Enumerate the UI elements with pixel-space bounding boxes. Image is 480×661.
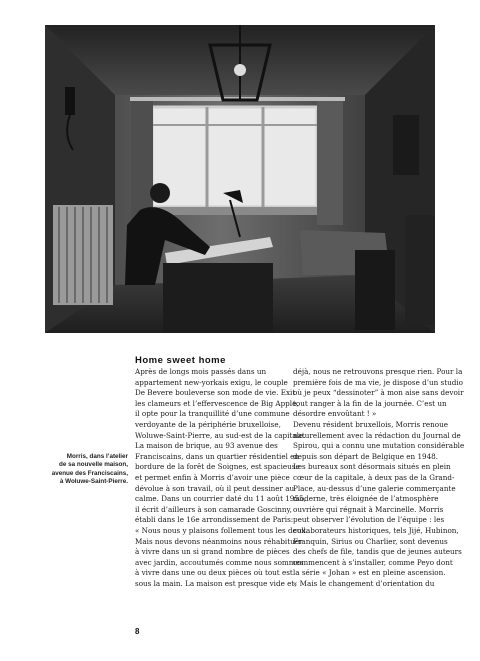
text-line: déjà, nous ne retrouvons presque rien. Pour la — [293, 367, 463, 376]
text-line: « Nous nous y plaisons follement tous les deux. — [135, 525, 308, 535]
text-line: première fois de ma vie, je dispose d’un studio — [293, 377, 463, 387]
text-line: à vivre dans un si grand nombre de pièces — [135, 547, 290, 557]
text-line: Devenu résident bruxellois, Morris renoue — [293, 419, 449, 429]
text-line: où je peux “dessinoter” à mon aise sans devoir — [293, 388, 464, 398]
text-line: il opte pour la tranquillité d’une commune — [135, 409, 290, 419]
text-line: « Mais le changement d’orientation du — [293, 578, 435, 588]
text-line: Spirou, qui a connu une mutation considérable — [293, 441, 465, 451]
text-line: des chefs de file, tandis que de jeunes auteurs — [293, 547, 462, 557]
caption-line: avenue des Franciscains, — [51, 469, 128, 477]
text-line: Woluwe-Saint-Pierre, au sud-est de la capitale. — [135, 430, 306, 440]
text-line: avec jardin, accoutumés comme nous sommes — [135, 557, 304, 567]
text-column-left — [135, 367, 308, 589]
text-line: à vivre dans une ou deux pièces où tout est — [135, 568, 293, 578]
text-line: Franciscains, dans un quartier résidentiel en — [135, 451, 300, 461]
text-line: depuis son départ de Belgique en 1948. — [293, 451, 439, 461]
page-number: 8 — [135, 627, 140, 636]
text-line: La maison de brique, au 93 avenue des — [135, 441, 278, 451]
photo-morris-studio — [45, 25, 435, 333]
text-line: verdoyante de la périphérie bruxelloise, — [135, 419, 281, 429]
text-line: les clameurs et l’effervescence de Big Apple, — [135, 398, 299, 408]
text-line: dévolue à son travail, où il peut dessiner au — [135, 483, 295, 493]
text-line: la série « Johan » est en pleine ascension. — [293, 568, 446, 578]
text-line: sous la main. La maison est presque vide et, — [135, 578, 297, 588]
text-line: il écrit d’ailleurs à son camarade Goscinny, — [135, 504, 292, 514]
section-heading: Home sweet home — [135, 355, 226, 366]
text-line: désordre envoûtant ! » — [293, 409, 377, 419]
caption-line: Morris, dans l’atelier — [66, 453, 128, 460]
text-line: Les bureaux sont désormais situés en plein — [293, 462, 451, 472]
text-line: peut observer l’évolution de l’équipe : les — [293, 515, 445, 525]
text-line: établi dans le 16e arrondissement de Paris: — [135, 515, 294, 525]
text-line: commencent à s’installer, comme Peyo dont — [293, 557, 453, 567]
caption-line: à Woluwe-Saint-Pierre. — [59, 478, 128, 486]
text-line: collaborateurs historiques, tels Jijé, Hubinon, — [293, 525, 459, 535]
text-line: Mais nous devons néanmoins nous réhabituer — [135, 536, 303, 546]
text-line: naturellement avec la rédaction du Journal de — [293, 430, 461, 440]
text-line: Franquin, Sirius ou Charlier, sont devenus — [293, 536, 448, 546]
text-line: tout ranger à la fin de la journée. C’est un — [293, 398, 447, 408]
caption-line: de sa nouvelle maison, — [59, 461, 128, 469]
photo-caption — [40, 453, 128, 487]
text-line: cœur de la capitale, à deux pas de la Grand- — [293, 472, 455, 482]
text-line: De Bevere bouleverse son mode de vie. Exit — [135, 388, 296, 398]
text-line: moderne, très éloignée de l’atmosphère — [293, 494, 439, 504]
text-line: Après de longs mois passés dans un — [135, 367, 267, 376]
text-line: calme. Dans un courrier daté du 11 août 1955, — [135, 494, 306, 504]
text-line: ouvrière qui régnait à Marcinelle. Morris — [293, 504, 444, 514]
text-line: Place, au-dessus d’une galerie commerçante — [293, 483, 456, 493]
text-line: et permet enfin à Morris d’avoir une pièce — [135, 472, 290, 482]
text-line: bordure de la forêt de Soignes, est spacieuse — [135, 462, 300, 472]
text-line: appartement new-yorkais exigu, le couple — [135, 377, 288, 387]
text-column-right — [293, 367, 465, 589]
